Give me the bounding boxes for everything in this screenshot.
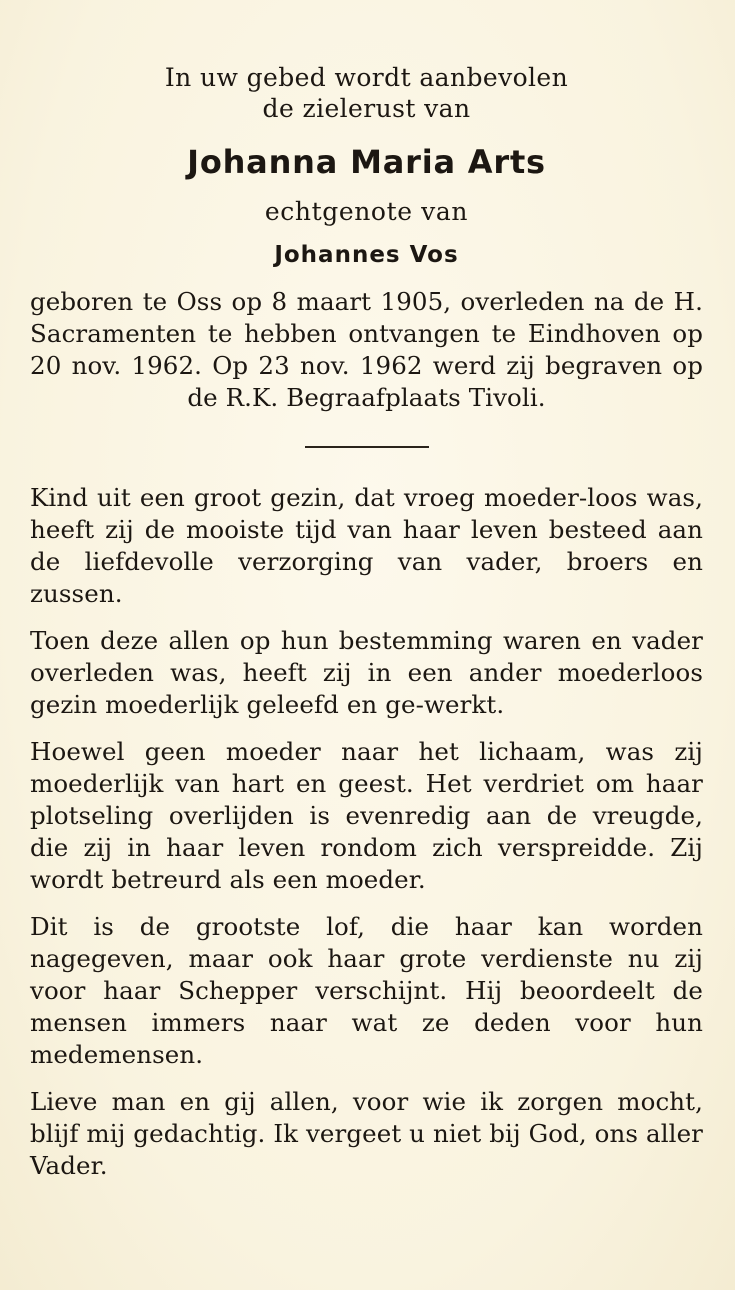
paragraph-1: Kind uit een groot gezin, dat vroeg moeder-loos was, heeft zij de mooiste tijd van haar leven besteed aan de liefdevolle verzorging van vader, broers en zussen.: [30, 483, 703, 608]
intro-text: [30, 62, 703, 124]
paragraph-2: Toen deze allen op hun bestemming waren en vader overleden was, heeft zij in een ander moederloos gezin moederlijk geleefd en ge-werkt.: [30, 626, 703, 719]
tribute-paragraphs: [30, 482, 703, 1182]
paragraph-3: Hoewel geen moeder naar het lichaam, was zij moederlijk van hart en geest. Het verdriet om haar plotseling overlijden is evenredig aan de vreugde, die zij in haar leven rondom zich verspreidde. Zij wordt betreurd als een moeder.: [30, 737, 703, 894]
paragraph-4: Dit is de grootste lof, die haar kan worden nagegeven, maar ook haar grote verdienste nu zij voor haar Schepper verschijnt. Hij beoordeelt de mensen immers naar wat ze deden voor hun medemensen.: [30, 912, 703, 1069]
spouse-label: echtgenote van: [264, 197, 469, 226]
divider-line: [305, 446, 429, 448]
deceased-name: Johanna Maria Arts: [187, 143, 546, 181]
intro-line-2: de zielerust van: [262, 94, 471, 123]
paragraph-5: Lieve man en gij allen, voor wie ik zorgen mocht, blijf mij gedachtig. Ik vergeet u niet bij God, ons aller Vader.: [30, 1087, 703, 1180]
spouse-name: Johannes Vos: [274, 242, 459, 268]
intro-line-1: In uw gebed wordt aanbevolen: [164, 63, 569, 92]
biography-text: geboren te Oss op 8 maart 1905, overleden na de H. Sacramenten te hebben ontvangen te Eindhoven op 20 nov. 1962. Op 23 nov. 1962 werd zij begraven op de R.K. Begraafplaats Tivoli.: [30, 287, 703, 412]
